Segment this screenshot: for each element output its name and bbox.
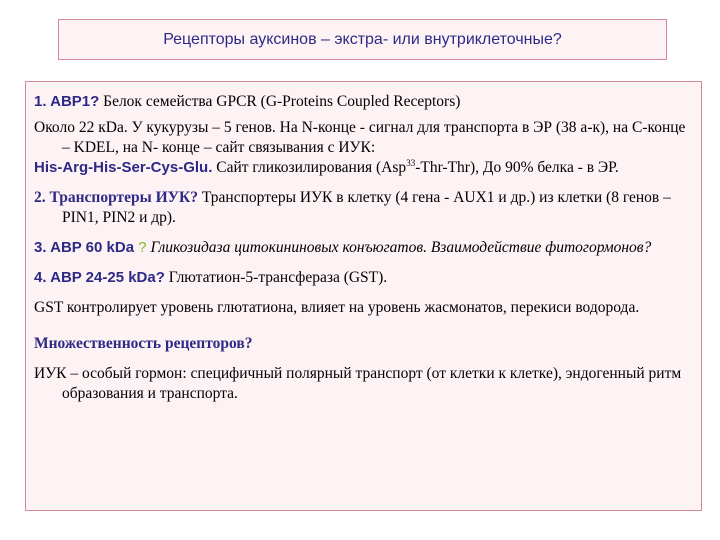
abp60-text: Гликозидаза цитокининовых конъюгатов. Взаимодействие фитогормонов? <box>146 239 652 256</box>
sequence-superscript: 33 <box>406 158 416 168</box>
iaa-text: ИУК – особый гормон: специфичный полярный транспорт (от клетки к клетке), эндогенный ритм образования и транспорта. <box>34 365 682 402</box>
sequence-dot: . <box>208 159 213 176</box>
abp24-text: Глютатион-5-трансфераза (GST). <box>164 269 388 286</box>
paragraph-abp24 <box>34 268 693 288</box>
paragraph-multiplicity <box>34 334 693 354</box>
abp60-label: 3. ABP 60 kDa <box>34 239 135 256</box>
paragraph-transporters <box>34 188 693 228</box>
sequence-text-b: -Thr-Thr), До 90% белка - в ЭР. <box>415 159 619 176</box>
abp1-details-text: Около 22 кDа. У кукурузы – 5 генов. На N-конце - сигнал для транспорта в ЭР (38 а-к), на С-конце – KDEL, на N- конце – сайт связывания с ИУК: <box>34 119 686 156</box>
abp60-question-mark: ? <box>134 239 147 256</box>
transporters-label: 2. Транспортеры ИУК? <box>34 189 199 206</box>
sequence-label: His-Arg-His-Ser-Cys-Glu <box>34 159 209 176</box>
paragraph-sequence <box>34 158 693 178</box>
paragraph-gst <box>34 298 693 318</box>
slide-title: Рецепторы ауксинов – экстра- или внутриклеточные? <box>163 30 562 48</box>
paragraph-iaa <box>34 364 693 404</box>
abp1-label: 1. ABP1? <box>34 93 100 110</box>
paragraph-abp60 <box>34 238 693 258</box>
abp1-text: Белок семейства GPCR (G-Proteins Coupled Receptors) <box>99 93 461 110</box>
transporters-text: Транспортеры ИУК в клетку (4 гена - AUX1 и др.) из клетки (8 генов – PIN1, PIN2 и др). <box>62 189 671 226</box>
title-box <box>58 19 667 60</box>
sequence-text-a: Сайт гликозилирования (Asp <box>212 159 407 176</box>
content-box <box>25 81 702 511</box>
gst-text: GST контролирует уровень глютатиона, влияет на уровень жасмонатов, перекиси водорода. <box>34 299 640 316</box>
paragraph-abp1 <box>34 92 693 112</box>
abp24-label: 4. ABP 24-25 kDa? <box>34 269 165 286</box>
multiplicity-heading: Множественность рецепторов? <box>34 335 253 352</box>
paragraph-abp1-details <box>34 118 693 158</box>
